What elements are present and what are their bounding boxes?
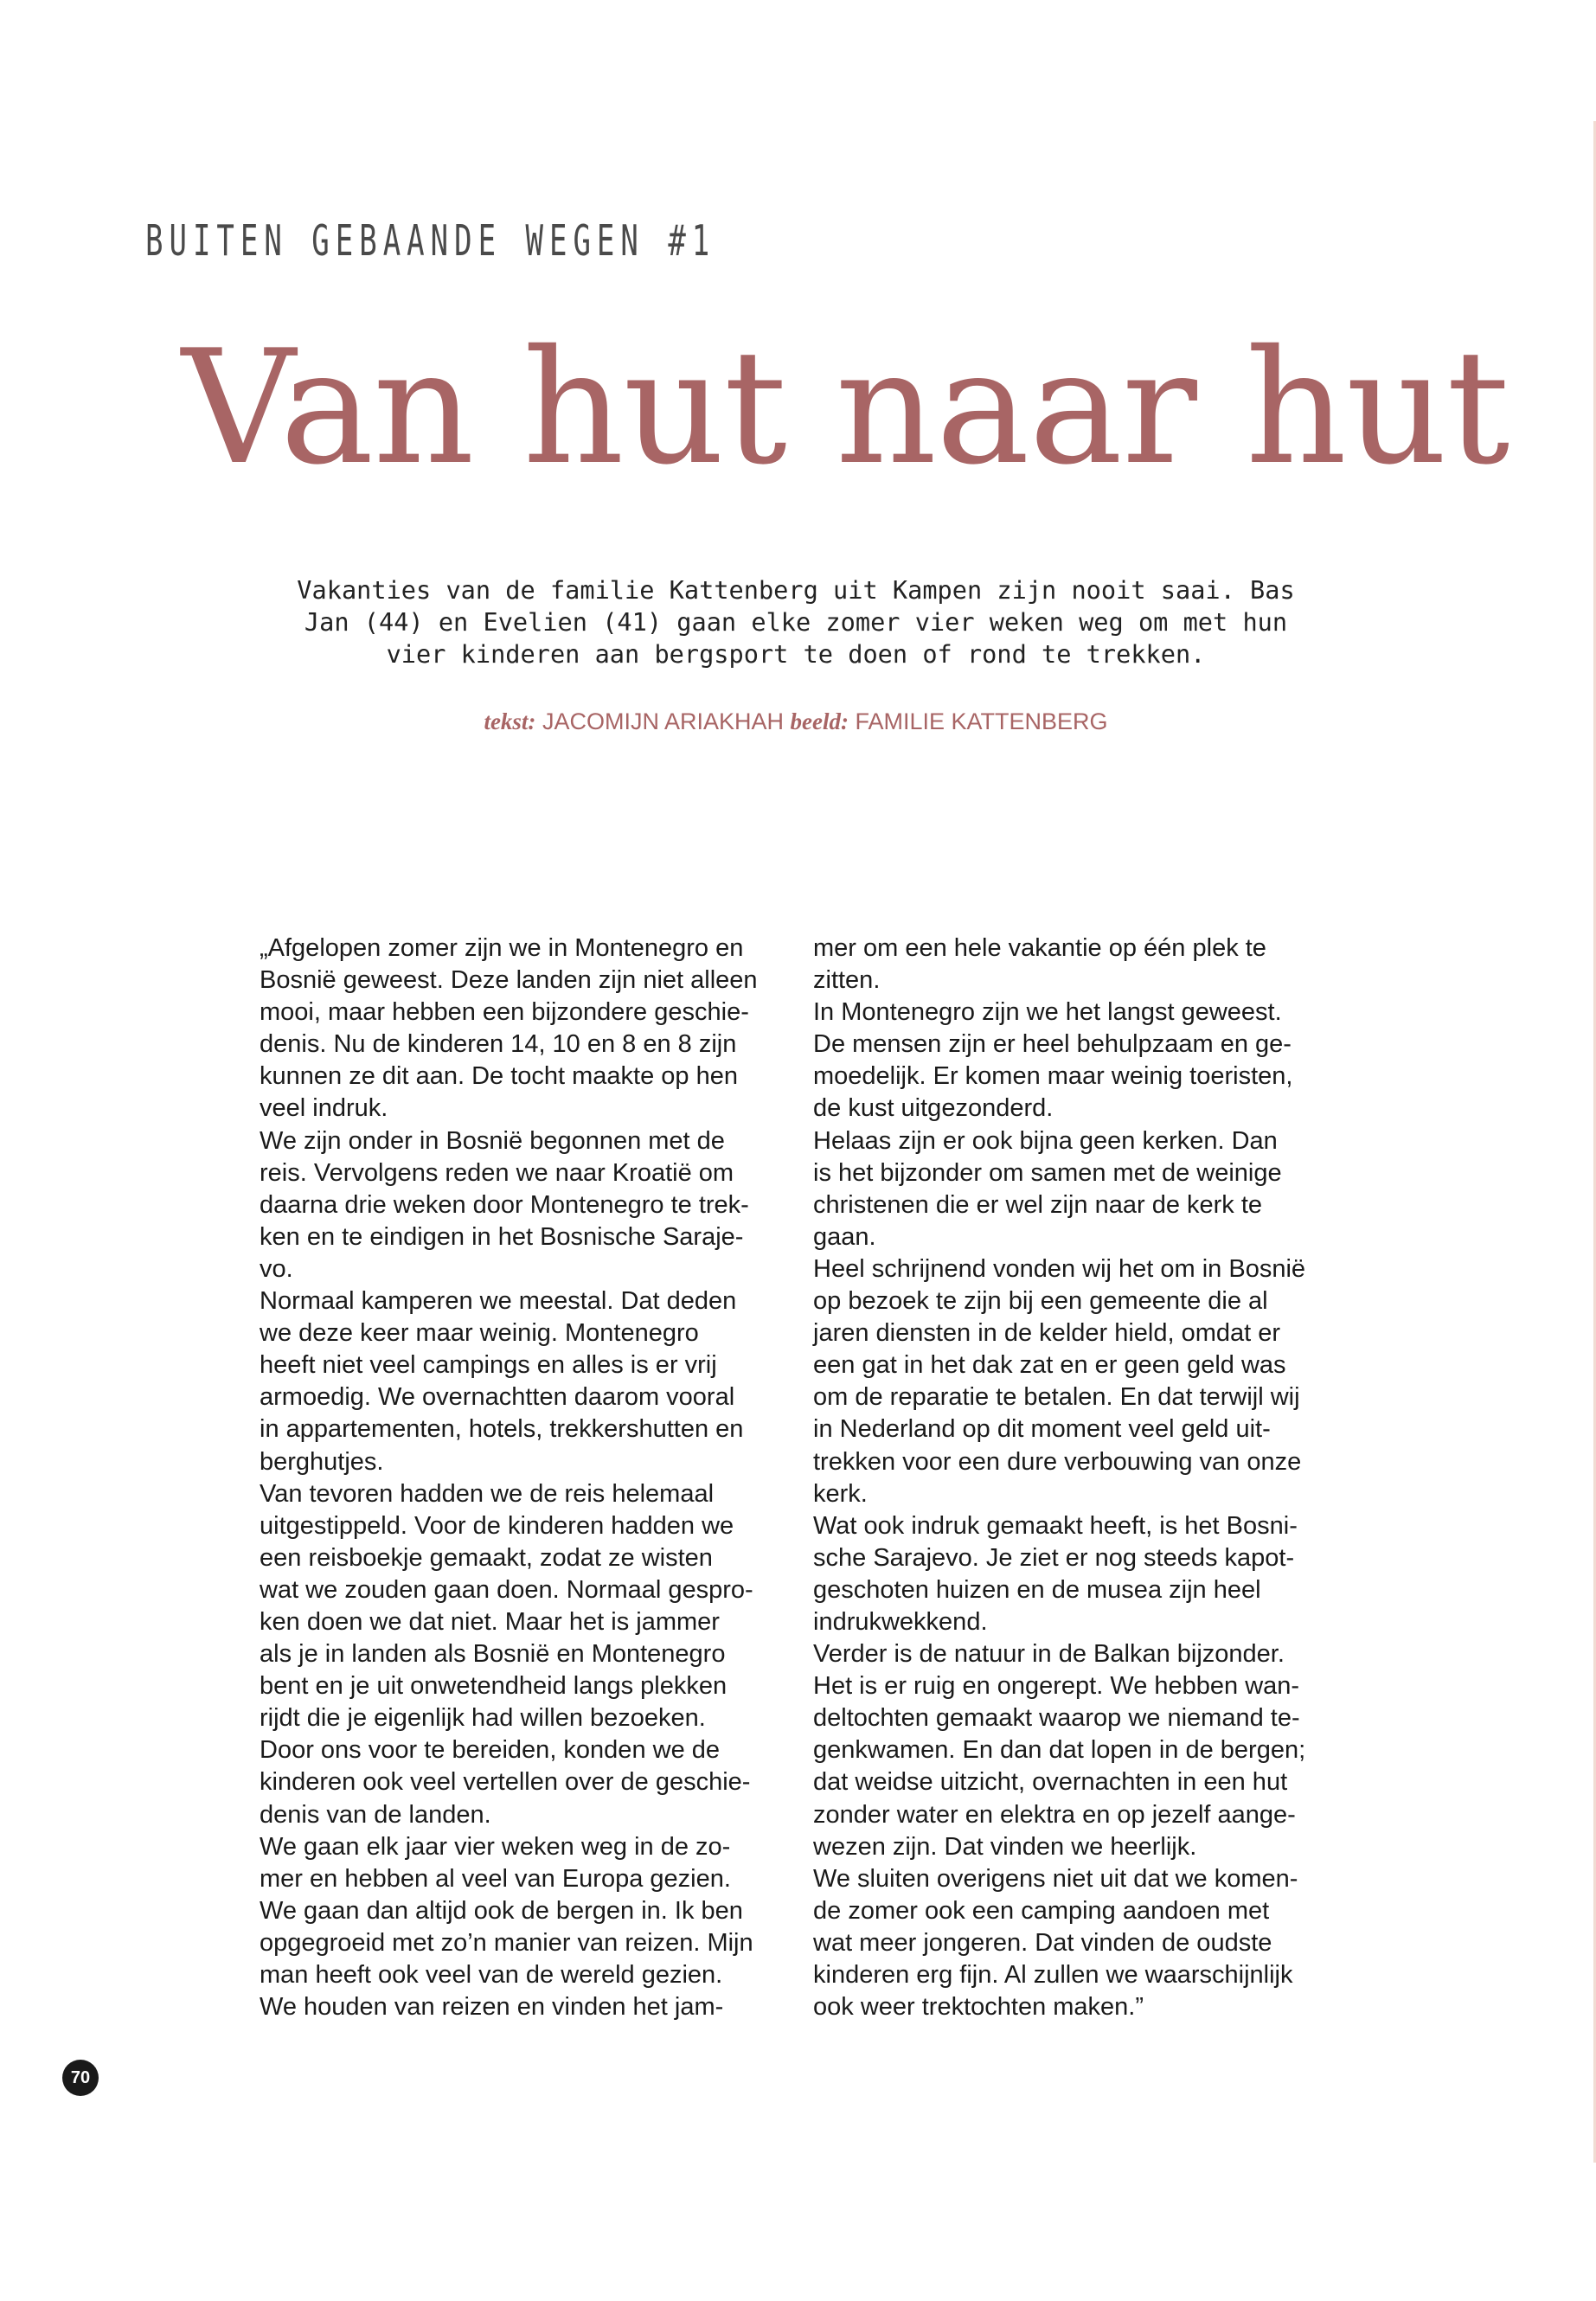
- body-text-line: daarna drie weken door Montenegro te trek-: [260, 1190, 749, 1219]
- body-text-line: We zijn onder in Bosnië begonnen met de: [260, 1126, 725, 1155]
- body-text-line: mer en hebben al veel van Europa gezien.: [260, 1864, 731, 1893]
- body-text-line: opgegroeid met zo’n manier van reizen. Mijn: [260, 1928, 753, 1957]
- body-text-line: Normaal kamperen we meestal. Dat deden: [260, 1287, 737, 1316]
- body-text-line: wat we zouden gaan doen. Normaal gespro-: [260, 1575, 753, 1604]
- text-credit-author: JACOMIJN ARIAKHAH: [542, 708, 784, 734]
- body-text-line: ook weer trektochten maken.”: [813, 1993, 1144, 2022]
- body-text-line: rijdt die je eigenlijk had willen bezoeken.: [260, 1704, 706, 1733]
- image-credit-label: beeld:: [790, 708, 849, 734]
- body-text-line: heeft niet veel campings en alles is er vrij: [260, 1351, 717, 1380]
- body-text-line: Heel schrijnend vonden wij het om in Bosnië: [813, 1254, 1306, 1283]
- body-text-line: dat weidse uitzicht, overnachten in een hut: [813, 1768, 1288, 1797]
- body-text-line: wat meer jongeren. Dat vinden de oudste: [813, 1928, 1272, 1957]
- body-text-line: Bosnië geweest. Deze landen zijn niet alleen: [260, 966, 758, 995]
- body-text-line: vo.: [260, 1254, 293, 1283]
- body-text-line: trekken voor een dure verbouwing van onze: [813, 1447, 1302, 1476]
- body-text-line: We sluiten overigens niet uit dat we komen-: [813, 1864, 1298, 1893]
- body-text-line: indrukwekkend.: [813, 1607, 988, 1636]
- body-text-line: in appartementen, hotels, trekkershutten en: [260, 1415, 744, 1444]
- body-text-line: denis. Nu de kinderen 14, 10 en 8 en 8 zijn: [260, 1030, 737, 1059]
- body-column-left: [260, 933, 758, 2023]
- body-text-line: berghutjes.: [260, 1447, 384, 1476]
- body-text-line: mer om een hele vakantie op één plek te: [813, 934, 1266, 962]
- body-text-line: zitten.: [813, 966, 881, 995]
- body-text-line: gaan.: [813, 1222, 876, 1251]
- body-text-line: denis van de landen.: [260, 1800, 491, 1829]
- body-text-line: de zomer ook een camping aandoen met: [813, 1896, 1270, 1925]
- body-text-line: ken doen we dat niet. Maar het is jammer: [260, 1607, 720, 1636]
- article-credits: [268, 708, 1324, 735]
- intro-line: Jan (44) en Evelien (41) gaan elke zomer vier weken weg om met hun: [304, 607, 1288, 637]
- body-text-line: we deze keer maar weinig. Montenegro: [260, 1319, 699, 1348]
- body-text-line: mooi, maar hebben een bijzondere geschie-: [260, 998, 749, 1027]
- body-text-line: We gaan dan altijd ook de bergen in. Ik ben: [260, 1896, 743, 1925]
- body-text-line: als je in landen als Bosnië en Montenegro: [260, 1640, 726, 1669]
- section-kicker: BUITEN GEBAANDE WEGEN #1: [145, 216, 716, 266]
- body-text-line: is het bijzonder om samen met de weinige: [813, 1158, 1282, 1187]
- page-number: 70: [62, 2060, 99, 2096]
- body-text-line: Helaas zijn er ook bijna geen kerken. Dan: [813, 1126, 1278, 1155]
- body-text-line: een reisboekje gemaakt, zodat ze wisten: [260, 1543, 713, 1572]
- text-credit-label: tekst:: [484, 708, 536, 734]
- body-text-line: We gaan elk jaar vier weken weg in de zo-: [260, 1832, 731, 1861]
- body-text-line: een gat in het dak zat en er geen geld was: [813, 1351, 1286, 1380]
- body-text-line: Door ons voor te bereiden, konden we de: [260, 1736, 721, 1765]
- body-text-line: ken en te eindigen in het Bosnische Saraje-: [260, 1222, 744, 1251]
- body-text-line: wezen zijn. Dat vinden we heerlijk.: [813, 1832, 1197, 1861]
- body-text-line: uitgestippeld. Voor de kinderen hadden we: [260, 1511, 734, 1540]
- body-column-right: [813, 933, 1305, 2023]
- intro-line: vier kinderen aan bergsport te doen of rond te trekken.: [386, 639, 1206, 669]
- body-text-line: kinderen erg fijn. Al zullen we waarschijnlijk: [813, 1961, 1293, 1989]
- article-intro: [268, 574, 1324, 670]
- body-text-line: Verder is de natuur in de Balkan bijzonder.: [813, 1640, 1285, 1669]
- body-text-line: deltochten gemaakt waarop we niemand te-: [813, 1704, 1300, 1733]
- body-text-line: armoedig. We overnachtten daarom vooral: [260, 1383, 735, 1412]
- body-text-line: man heeft ook veel van de wereld gezien.: [260, 1961, 723, 1989]
- body-text-line: Van tevoren hadden we de reis helemaal: [260, 1479, 715, 1508]
- body-text-line: „Afgelopen zomer zijn we in Montenegro en: [260, 934, 744, 962]
- body-text-line: In Montenegro zijn we het langst geweest.: [813, 998, 1282, 1027]
- body-text-line: geschoten huizen en de musea zijn heel: [813, 1575, 1261, 1604]
- article-title: Van hut naar hut: [182, 316, 1509, 499]
- body-text-line: kerk.: [813, 1479, 868, 1508]
- body-text-line: Wat ook indruk gemaakt heeft, is het Bosni-: [813, 1511, 1298, 1540]
- intro-line: Vakanties van de familie Kattenberg uit Kampen zijn nooit saai. Bas: [297, 575, 1295, 605]
- body-text-line: de kust uitgezonderd.: [813, 1094, 1054, 1123]
- body-text-line: kunnen ze dit aan. De tocht maakte op hen: [260, 1062, 738, 1091]
- image-credit-author: FAMILIE KATTENBERG: [855, 708, 1108, 734]
- body-text-line: bent en je uit onwetendheid langs plekken: [260, 1672, 727, 1701]
- body-text-line: moedelijk. Er komen maar weinig toeristen,: [813, 1062, 1293, 1091]
- body-text-line: veel indruk.: [260, 1094, 388, 1123]
- body-text-line: reis. Vervolgens reden we naar Kroatië om: [260, 1158, 734, 1187]
- body-text-line: om de reparatie te betalen. En dat terwijl wij: [813, 1383, 1300, 1412]
- body-text-line: zonder water en elektra en op jezelf aange-: [813, 1800, 1296, 1829]
- body-text-line: De mensen zijn er heel behulpzaam en ge-: [813, 1030, 1292, 1059]
- body-text-line: sche Sarajevo. Je ziet er nog steeds kapot-: [813, 1543, 1295, 1572]
- body-text-line: We houden van reizen en vinden het jam-: [260, 1993, 724, 2022]
- body-text-line: christenen die er wel zijn naar de kerk te: [813, 1190, 1263, 1219]
- body-text-line: op bezoek te zijn bij een gemeente die al: [813, 1287, 1268, 1316]
- body-text-line: kinderen ook veel vertellen over de geschie-: [260, 1768, 751, 1797]
- body-text-line: Het is er ruig en ongerept. We hebben wan-: [813, 1672, 1300, 1701]
- body-text-line: in Nederland op dit moment veel geld uit-: [813, 1415, 1271, 1444]
- body-text-line: jaren diensten in de kelder hield, omdat er: [813, 1319, 1281, 1348]
- body-text-line: genkwamen. En dan dat lopen in de bergen;: [813, 1736, 1306, 1765]
